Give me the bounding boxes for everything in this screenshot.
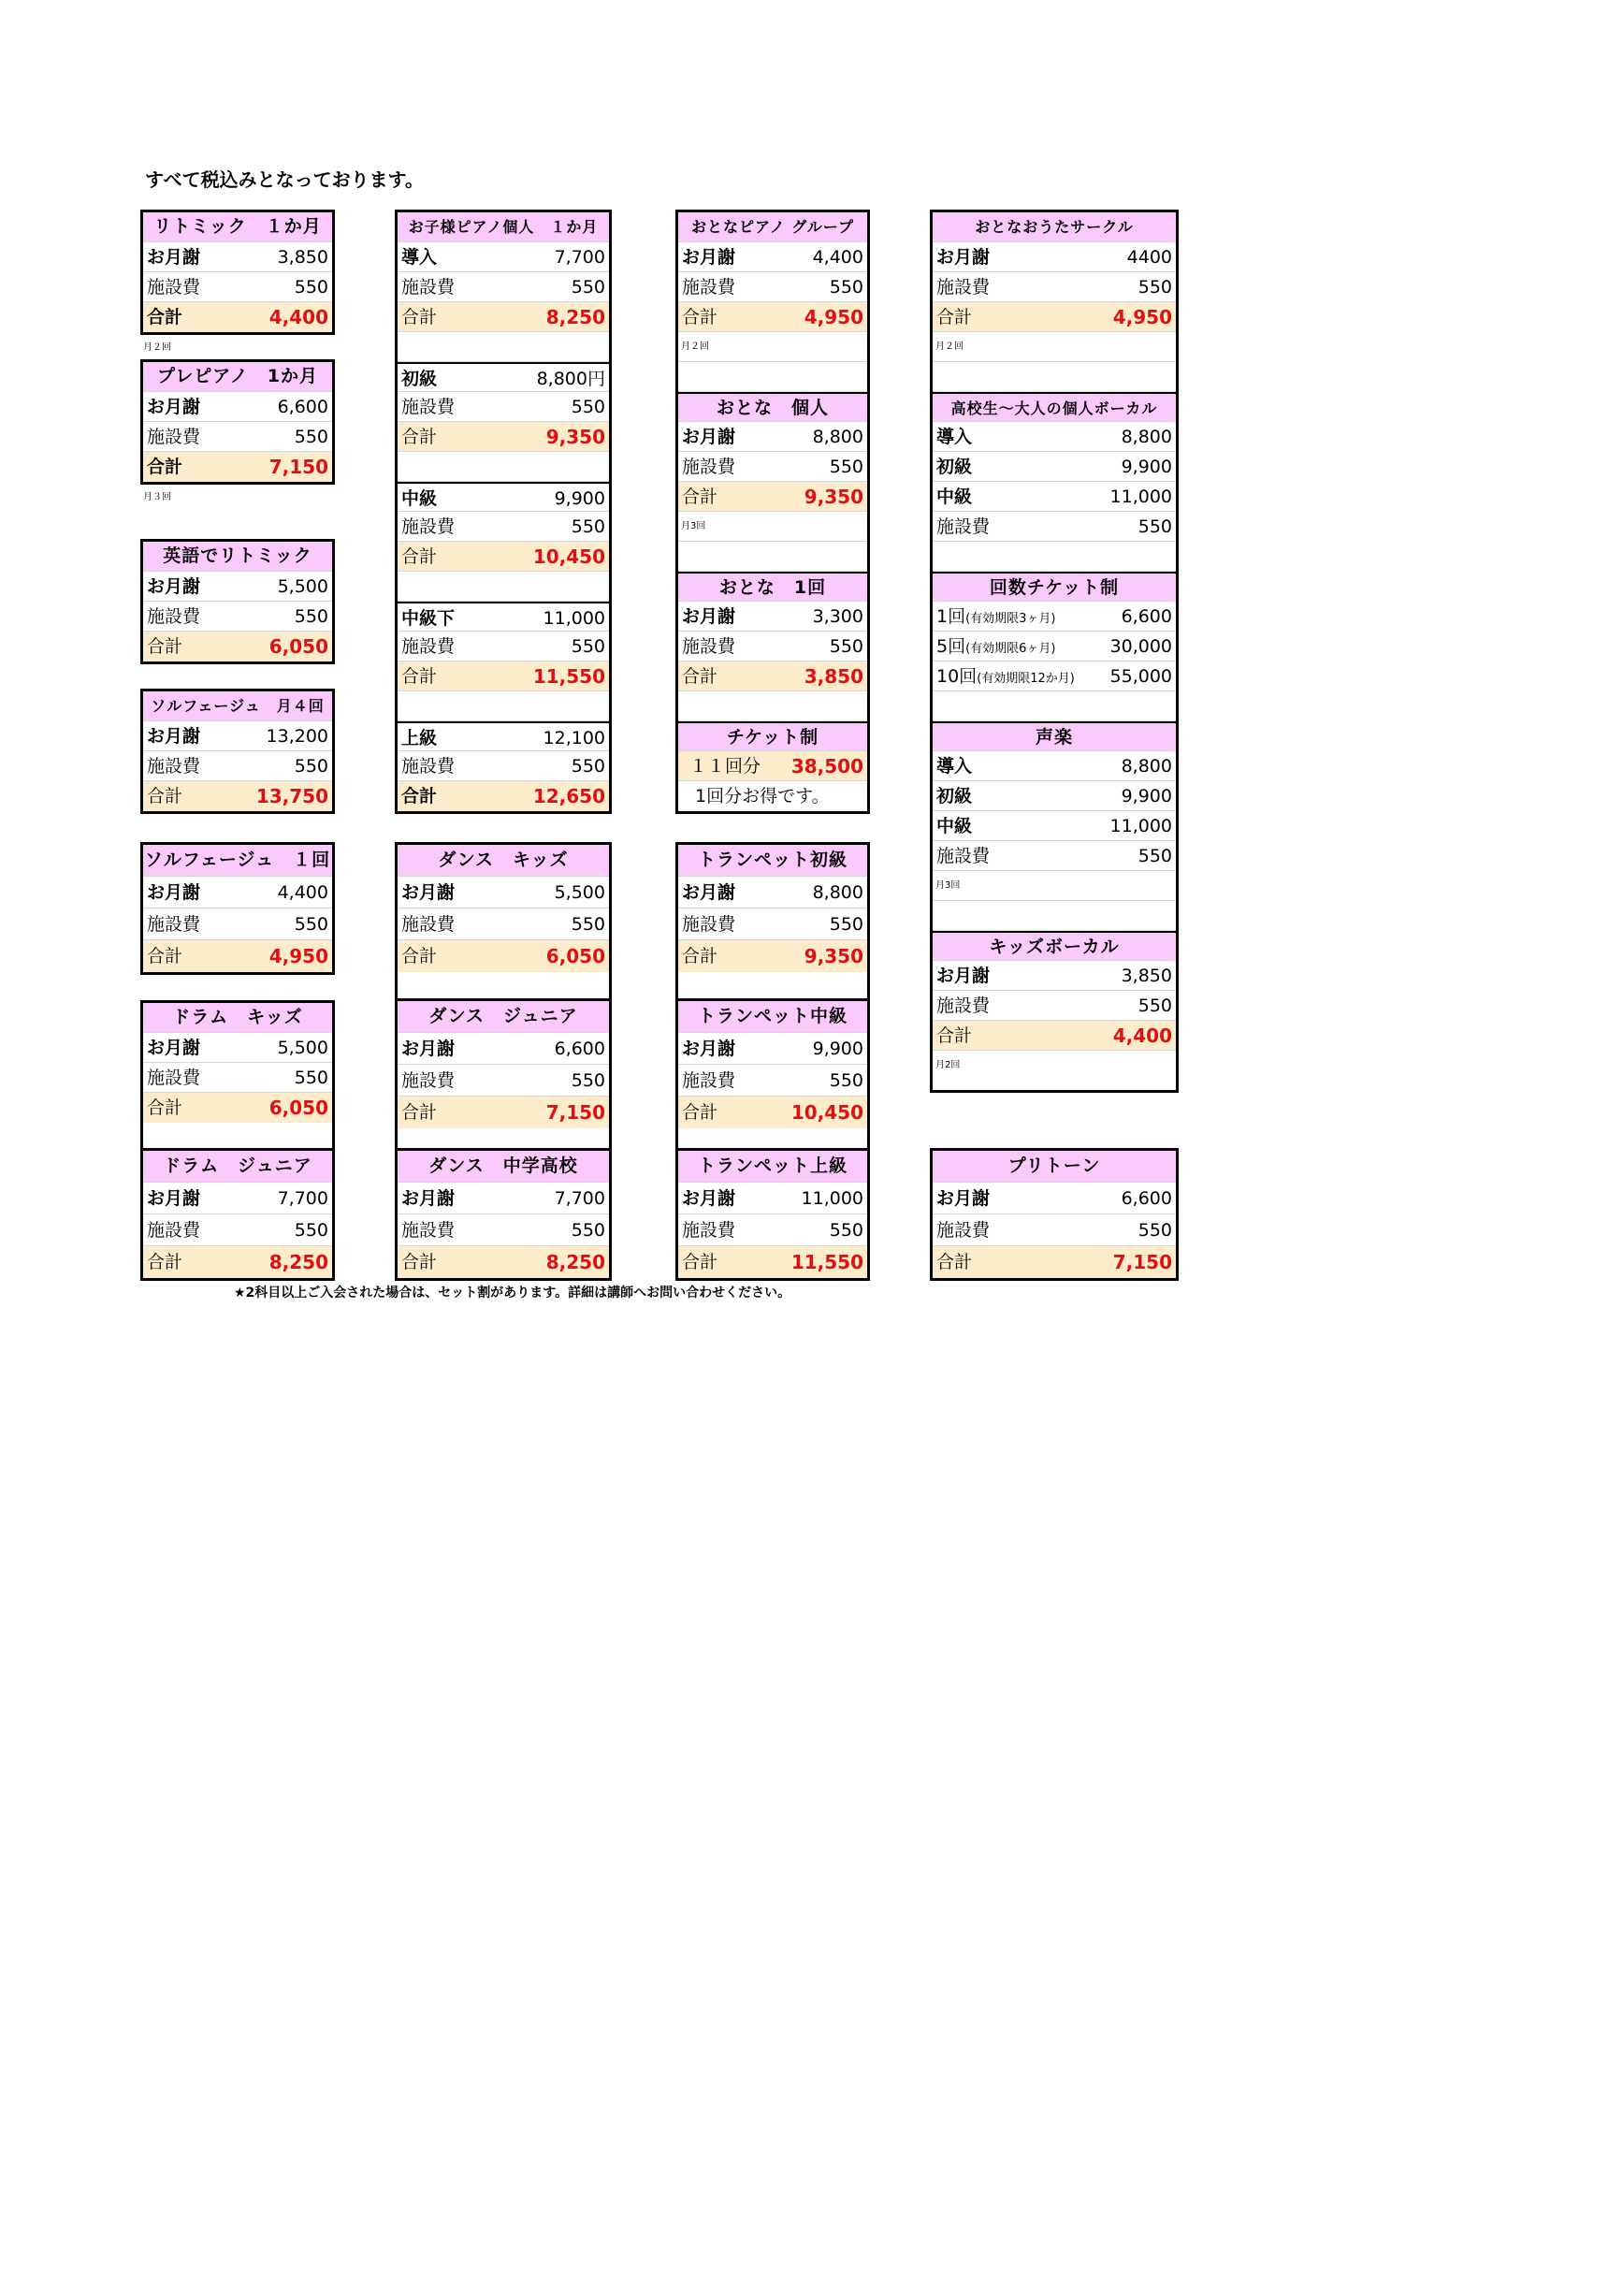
total-label: 合計 [682,666,718,687]
fee-value: 4,400 [277,882,328,903]
facility-value: 550 [571,914,605,935]
fee-label: お月謝 [682,606,736,627]
fee-label: お月謝 [401,1188,456,1209]
fee-label: お月謝 [147,397,201,417]
facility-value: 550 [829,1070,863,1091]
table-title: トランペット中級 [678,1001,867,1033]
fee-value: 8,800 [812,882,863,903]
total-value: 6,050 [268,1097,328,1119]
fee-value: 4400 [1126,247,1172,268]
rhythmic-table [140,210,335,335]
prepiano-table [140,359,335,485]
total-value: 12,650 [532,785,605,807]
table-title: おとな 個人 [678,392,867,422]
facility-value: 550 [294,606,328,627]
fee-label: お月謝 [936,966,991,986]
total-label: 合計 [401,1252,438,1272]
facility-label: 施設費 [401,277,456,298]
table-title: プリトーン [933,1151,1176,1183]
table-title: 英語でリトミック [143,542,332,572]
adult-piano-column [675,210,870,814]
fee-value: 7,700 [554,1188,605,1209]
total-label: 合計 [682,1252,718,1272]
intermediate-label: 中級 [401,488,438,509]
total-label: 合計 [401,946,438,966]
intermediate-low-label: 中級下 [401,608,456,629]
page-heading: すべて税込みとなっております。 [145,168,424,191]
facility-value: 550 [294,756,328,777]
ticket-price: 38,500 [790,755,863,777]
total-value: 8,250 [268,1251,328,1273]
fee-label: お月謝 [682,427,736,447]
facility-label: 施設費 [682,1220,736,1241]
total-value: 8,250 [545,306,605,328]
prepiano-note: 月３回 [143,492,171,502]
ticket-price: 30,000 [1109,636,1172,657]
set-discount-footnote: ★2科目以上ご入会された場合は、セット割があります。詳細は講師へお問い合わせください。 [234,1286,791,1301]
total-label: 合計 [147,786,183,807]
intermediate-value: 9,900 [554,488,605,509]
table-title: おとな 1回 [678,572,867,602]
total-label: 合計 [936,1025,973,1046]
facility-label: 施設費 [682,636,736,657]
fee-label: お月謝 [147,247,201,268]
table-title: キッズボーカル [933,931,1176,961]
ticket-count: 10回 [936,666,978,687]
total-value: 11,550 [532,665,605,688]
facility-label: 施設費 [401,1220,456,1241]
facility-label: 施設費 [147,277,201,298]
fee-value: 5,500 [277,1038,328,1058]
facility-value: 550 [1138,1220,1172,1241]
fee-value: 5,500 [554,882,605,903]
table-title: ダンス キッズ [398,845,609,877]
drum-junior-table [140,1148,335,1281]
ticket-count: 5回 [936,636,966,657]
intermediate-low-value: 11,000 [543,608,605,629]
fee-value: 3,850 [1121,966,1172,986]
total-label: 合計 [147,636,183,657]
table-title: チケット制 [678,721,867,751]
facility-value: 550 [1138,277,1172,298]
facility-label: 施設費 [682,457,736,477]
facility-value: 550 [294,1220,328,1241]
facility-value: 550 [829,457,863,477]
ticket-period: (有効期限3ヶ月) [965,612,1056,626]
intro-label: 導入 [401,247,438,268]
ticket-count: 1回 [936,606,966,627]
table-title: ドラム キッズ [143,1003,332,1033]
fee-value: 5,500 [277,576,328,597]
intro-value: 8,800 [1121,756,1172,777]
dance-junior-table [395,998,612,1157]
facility-value: 550 [1138,995,1172,1016]
total-value: 9,350 [804,486,863,508]
facility-value: 550 [829,636,863,657]
frequency-note: 月3回 [681,521,706,531]
fee-label: お月謝 [682,1039,736,1059]
total-label: 合計 [401,1102,438,1123]
total-value: 9,350 [804,945,863,967]
kids-piano-table [395,210,612,814]
table-title: プレピアノ 1か月 [143,362,332,392]
intro-value: 8,800 [1121,427,1172,447]
fee-label: お月謝 [147,726,201,747]
dance-school-table [395,1148,612,1281]
total-label: 合計 [147,1252,183,1272]
ticket-period: (有効期限6ヶ月) [965,642,1056,656]
total-label: 合計 [936,307,973,327]
beginner-label: 初級 [936,786,973,807]
total-label: 合計 [147,457,183,477]
electone-table [930,1148,1179,1281]
trumpet-beginner-table [675,842,870,1001]
total-value: 11,550 [790,1251,863,1273]
fee-value: 13,200 [266,726,328,747]
intro-label: 導入 [936,427,973,447]
table-title: 声楽 [933,721,1176,751]
fee-label: お月謝 [147,576,201,597]
facility-label: 施設費 [401,516,456,537]
trumpet-advanced-table [675,1148,870,1281]
fee-value: 6,600 [554,1039,605,1059]
facility-label: 施設費 [936,995,991,1016]
table-title: リトミック １か月 [143,212,332,242]
table-title: お子様ピアノ個人 １か月 [398,212,609,242]
facility-value: 550 [1138,516,1172,537]
facility-value: 550 [571,516,605,537]
advanced-value: 12,100 [543,728,605,748]
total-value: 3,850 [804,665,863,688]
total-value: 7,150 [268,456,328,478]
beginner-value: 9,900 [1121,457,1172,477]
intermediate-value: 11,000 [1109,816,1172,836]
intermediate-value: 11,000 [1109,487,1172,507]
facility-label: 施設費 [401,914,456,935]
facility-label: 施設費 [147,427,201,447]
total-value: 6,050 [268,635,328,658]
facility-value: 550 [571,1220,605,1241]
fee-value: 8,800 [812,427,863,447]
total-label: 合計 [401,546,438,567]
total-value: 7,150 [545,1101,605,1124]
table-title: おとなおうたサークル [933,212,1176,242]
facility-label: 施設費 [936,277,991,298]
fee-value: 3,850 [277,247,328,268]
total-label: 合計 [147,1097,183,1118]
total-value: 9,350 [545,426,605,448]
english-rhythmic-table [140,539,335,664]
facility-label: 施設費 [401,1070,456,1091]
facility-label: 施設費 [682,277,736,298]
table-title: ダンス 中学高校 [398,1151,609,1183]
facility-label: 施設費 [147,606,201,627]
beginner-value: 9,900 [1121,786,1172,807]
facility-value: 550 [294,1068,328,1088]
total-label: 合計 [936,1252,973,1272]
frequency-note: 月3回 [935,880,961,891]
fee-label: お月謝 [936,1188,991,1209]
beginner-label: 初級 [936,457,973,477]
total-value: 4,400 [268,306,328,328]
ticket-price: 6,600 [1121,606,1172,627]
rhythmic-note: 月２回 [143,342,171,353]
table-title: 高校生～大人の個人ボーカル [933,392,1176,422]
fee-label: お月謝 [682,247,736,268]
facility-value: 550 [571,1070,605,1091]
fee-label: お月謝 [936,247,991,268]
ticket-period: (有効期限12か月) [977,672,1075,686]
total-label: 合計 [147,946,183,966]
total-label: 合計 [682,946,718,966]
beginner-value: 8,800円 [536,369,605,389]
frequency-note: 月2回 [935,1060,961,1070]
frequency-note: 月２回 [681,341,709,352]
beginner-label: 初級 [401,369,438,389]
facility-value: 550 [571,636,605,657]
facility-value: 550 [571,756,605,777]
facility-label: 施設費 [682,914,736,935]
total-label: 合計 [401,786,438,807]
total-label: 合計 [682,307,718,327]
facility-value: 550 [571,277,605,298]
table-title: トランペット初級 [678,845,867,877]
total-value: 4,950 [804,306,863,328]
total-value: 4,400 [1112,1024,1172,1047]
table-title: おとなピアノ グループ [678,212,867,242]
intro-label: 導入 [936,756,973,777]
vocal-column [930,210,1179,1093]
total-label: 合計 [682,487,718,507]
facility-label: 施設費 [936,1220,991,1241]
fee-value: 7,700 [277,1188,328,1209]
drum-kids-table [140,1000,335,1157]
facility-value: 550 [294,427,328,447]
table-title: ソルフェージュ 月４回 [143,691,332,721]
total-value: 4,950 [268,945,328,967]
facility-label: 施設費 [936,516,991,537]
facility-value: 550 [294,277,328,298]
facility-label: 施設費 [147,1068,201,1088]
fee-label: お月謝 [147,1038,201,1058]
facility-label: 施設費 [147,914,201,935]
fee-label: お月謝 [682,1188,736,1209]
dance-kids-table [395,842,612,1001]
total-value: 6,050 [545,945,605,967]
fee-label: お月謝 [401,1039,456,1059]
fee-label: お月謝 [682,882,736,903]
intro-value: 7,700 [554,247,605,268]
fee-value: 4,400 [812,247,863,268]
fee-label: お月謝 [147,1188,201,1209]
facility-label: 施設費 [401,397,456,417]
ticket-count-label: １１回分 [689,756,761,777]
trumpet-intermediate-table [675,998,870,1157]
facility-label: 施設費 [401,756,456,777]
intermediate-label: 中級 [936,487,973,507]
total-label: 合計 [147,307,183,327]
facility-label: 施設費 [401,636,456,657]
solfege-monthly-table [140,689,335,814]
facility-value: 550 [829,914,863,935]
fee-value: 3,300 [812,606,863,627]
facility-label: 施設費 [147,756,201,777]
total-label: 合計 [401,307,438,327]
facility-value: 550 [1138,846,1172,866]
intermediate-label: 中級 [936,816,973,836]
frequency-note: 月２回 [935,341,964,352]
total-value: 4,950 [1112,306,1172,328]
total-label: 合計 [401,427,438,447]
total-value: 13,750 [255,785,328,807]
fee-value: 9,900 [812,1039,863,1059]
fee-label: お月謝 [401,882,456,903]
total-value: 8,250 [545,1251,605,1273]
facility-label: 施設費 [936,846,991,866]
table-title: 回数チケット制 [933,572,1176,602]
ticket-price: 55,000 [1109,666,1172,687]
facility-label: 施設費 [682,1070,736,1091]
facility-value: 550 [571,397,605,417]
ticket-note: 1回分お得です。 [695,786,830,807]
advanced-label: 上級 [401,728,438,748]
fee-value: 6,600 [1121,1188,1172,1209]
total-value: 10,450 [532,545,605,568]
facility-value: 550 [829,277,863,298]
table-title: ドラム ジュニア [143,1151,332,1183]
table-title: ソルフェージュ １回 [143,845,332,877]
fee-label: お月謝 [147,882,201,903]
solfege-single-table [140,842,335,975]
table-title: ダンス ジュニア [398,1001,609,1033]
facility-value: 550 [294,914,328,935]
facility-value: 550 [829,1220,863,1241]
fee-value: 6,600 [277,397,328,417]
fee-value: 11,000 [801,1188,863,1209]
facility-label: 施設費 [147,1220,201,1241]
total-label: 合計 [682,1102,718,1123]
total-label: 合計 [401,666,438,687]
total-value: 7,150 [1112,1251,1172,1273]
total-value: 10,450 [790,1101,863,1124]
table-title: トランペット上級 [678,1151,867,1183]
